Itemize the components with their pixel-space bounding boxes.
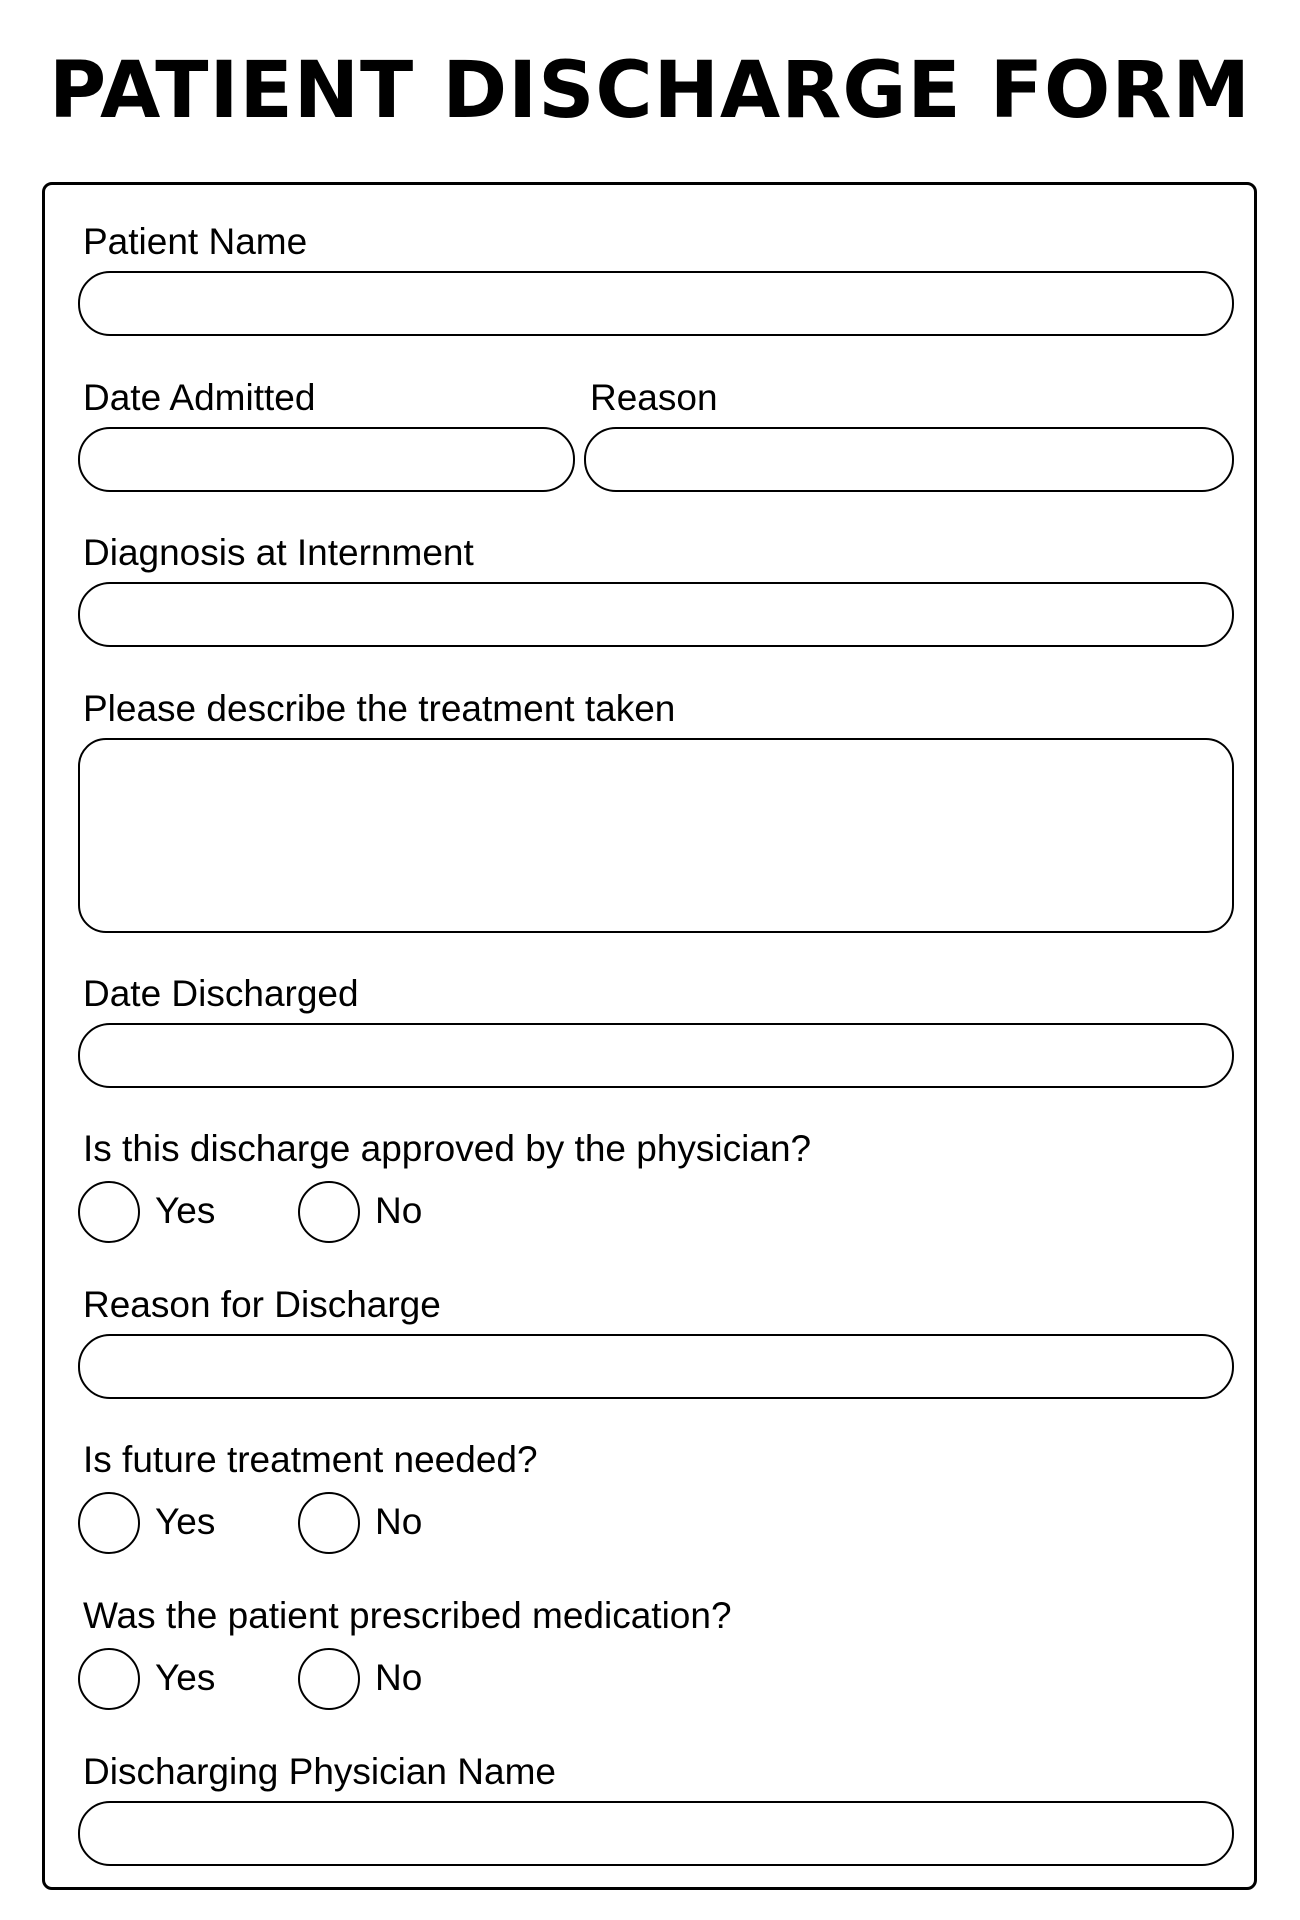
diagnosis-input[interactable]: [78, 582, 1234, 647]
medication-question: Was the patient prescribed medication?: [83, 1595, 732, 1636]
approved-yes-label: Yes: [155, 1190, 216, 1231]
approved-no-label: No: [375, 1190, 423, 1231]
date-admitted-input[interactable]: [78, 427, 575, 492]
reason-input[interactable]: [584, 427, 1234, 492]
treatment-label: Please describe the treatment taken: [83, 688, 676, 729]
future-treatment-yes-radio[interactable]: [78, 1492, 140, 1554]
future-treatment-no-radio[interactable]: [298, 1492, 360, 1554]
approved-no-radio[interactable]: [298, 1181, 360, 1243]
date-admitted-label: Date Admitted: [83, 377, 316, 418]
future-treatment-yes-label: Yes: [155, 1501, 216, 1542]
diagnosis-label: Diagnosis at Internment: [83, 532, 474, 573]
treatment-textarea[interactable]: [78, 738, 1234, 933]
page-title: PATIENT DISCHARGE FORM: [48, 46, 1252, 136]
medication-yes-radio[interactable]: [78, 1648, 140, 1710]
patient-name-label: Patient Name: [83, 221, 308, 262]
medication-no-label: No: [375, 1657, 423, 1698]
reason-for-discharge-input[interactable]: [78, 1334, 1234, 1399]
reason-label: Reason: [590, 377, 718, 418]
medication-yes-label: Yes: [155, 1657, 216, 1698]
approved-question: Is this discharge approved by the physician?: [83, 1128, 812, 1169]
date-discharged-input[interactable]: [78, 1023, 1234, 1088]
physician-name-label: Discharging Physician Name: [83, 1751, 556, 1792]
future-treatment-question: Is future treatment needed?: [83, 1439, 538, 1480]
physician-name-input[interactable]: [78, 1801, 1234, 1866]
reason-for-discharge-label: Reason for Discharge: [83, 1284, 441, 1325]
patient-name-input[interactable]: [78, 271, 1234, 336]
approved-yes-radio[interactable]: [78, 1181, 140, 1243]
date-discharged-label: Date Discharged: [83, 973, 359, 1014]
future-treatment-no-label: No: [375, 1501, 423, 1542]
medication-no-radio[interactable]: [298, 1648, 360, 1710]
